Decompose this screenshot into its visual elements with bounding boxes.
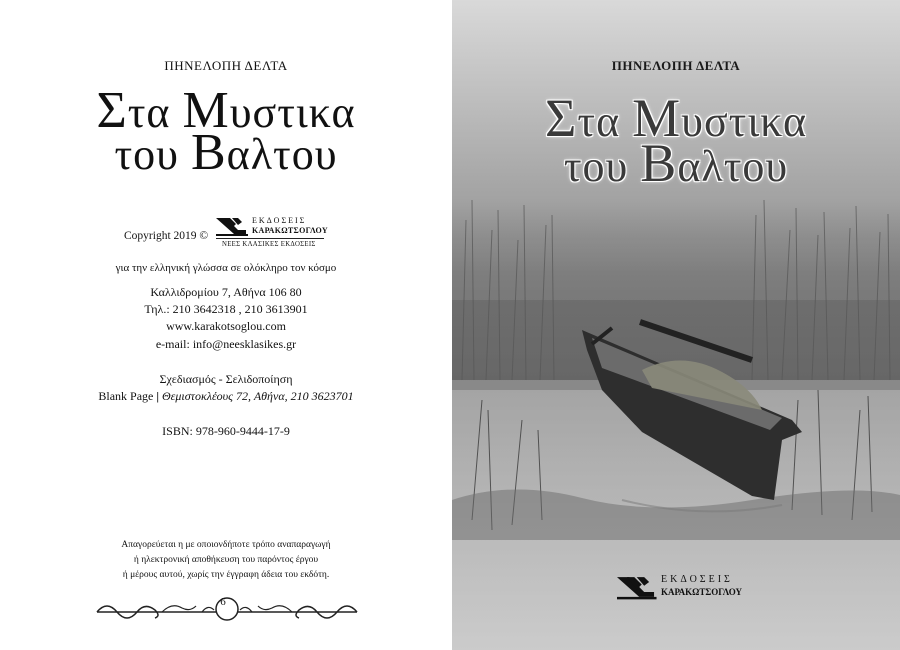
copyright-notice-line: ή μέρους αυτού, χωρίς την έγγραφη άδεια του εκδότη. <box>122 570 330 580</box>
publisher-website: www.karakotsoglou.com <box>166 319 286 333</box>
design-credit-label: Σχεδιασμός - Σελιδοποίηση <box>159 372 293 386</box>
publisher-logo: ΕΚΔΟΣΕΙΣ ΚΑΡΑΚΩΤΣΟΓΛΟΥ ΝΕΕΣ ΚΛΑΣΙΚΕΣ ΕΚΔΟΣΕΙΣ <box>216 214 328 254</box>
design-credit-studio: Blank Page | Θεμιστοκλέους 72, Αθήνα, 210 3623701 <box>98 389 354 403</box>
cover-title-line2: του Βαλτου <box>563 133 789 193</box>
publisher-mark-icon <box>216 216 250 236</box>
copyright-notice-line: ή ηλεκτρονική αποθήκευση του παρόντος έργου <box>133 555 319 565</box>
front-cover <box>452 0 900 650</box>
publisher-phone: Τηλ.: 210 3642318 , 210 3613901 <box>144 302 308 316</box>
book-title-line2: του Βαλτου <box>114 124 338 181</box>
copyright-row <box>124 214 344 256</box>
cover-title-line1: Στα Μυστικα <box>544 88 808 148</box>
publisher-address: Καλλιδρομίου 7, Αθήνα 106 80 <box>150 285 302 299</box>
isbn: ISBN: 978-960-9444-17-9 <box>162 424 290 438</box>
copyright-notice-line: Απαγορεύεται η με οποιονδήποτε τρόπο αναπαραγωγή <box>121 540 331 550</box>
cover-author-name: ΠΗΝΕΛΟΠΗ ΔΕΛΤΑ <box>611 58 741 73</box>
publisher-email: e-mail: info@neesklasikes.gr <box>155 337 297 351</box>
copyright-text: Copyright 2019 © <box>124 230 209 242</box>
author-name: ΠΗΝΕΛΟΠΗ ΔΕΛΤΑ <box>164 58 288 73</box>
book-title-line1: Στα Μυστικα <box>96 82 356 139</box>
page-number: 6 <box>220 596 226 608</box>
publisher-mark-icon <box>617 574 659 600</box>
cover-publisher-logo: ΕΚΔΟΣΕΙΣ ΚΑΡΑΚΩΤΣΟΓΛΟΥ <box>617 572 747 608</box>
rights-text: για την ελληνική γλώσσα σε ολόκληρο τον κόσμο <box>115 262 337 274</box>
